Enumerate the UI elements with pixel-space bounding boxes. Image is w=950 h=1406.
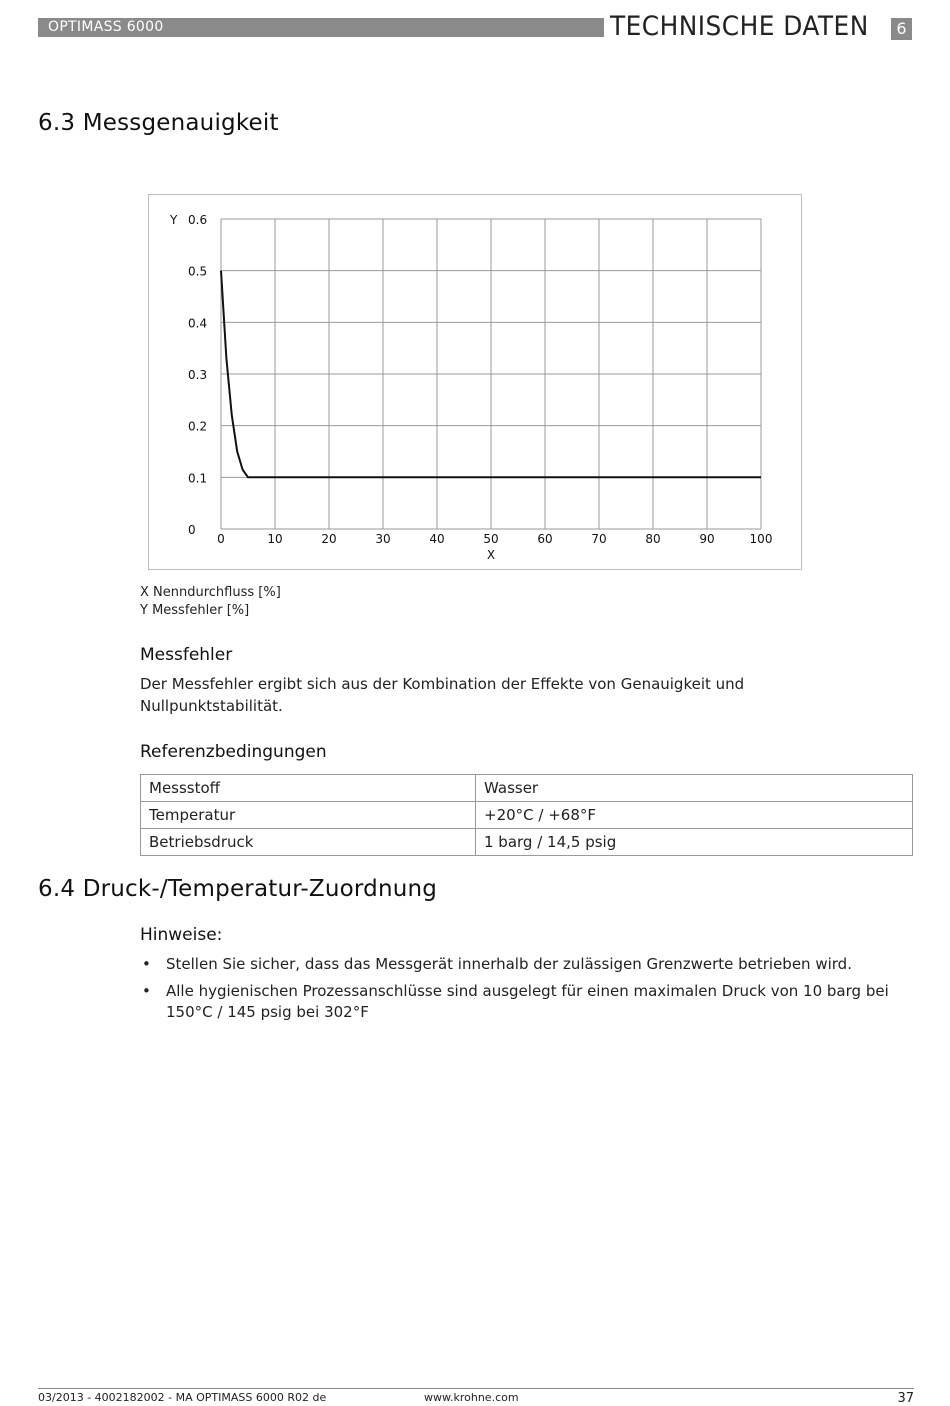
- footer-page-number: 37: [897, 1391, 914, 1406]
- notes-list: [140, 954, 920, 1029]
- y-tick-label: 0.3: [188, 368, 208, 382]
- x-tick-label: 30: [375, 532, 391, 546]
- accuracy-chart: [148, 194, 802, 570]
- note-text: Stellen Sie sicher, dass das Messgerät innerhalb der zulässigen Grenzwerte betrieben wird.: [166, 955, 852, 973]
- table-row: [141, 775, 913, 802]
- legend-line-x: X Nenndurchfluss [%]: [140, 585, 281, 600]
- x-tick-label: 90: [699, 532, 715, 546]
- y-tick-label: 0.6: [188, 213, 208, 227]
- table-cell-value: +20°C / +68°F: [476, 802, 913, 829]
- section-64-title: 6.4 Druck-/Temperatur-Zuordnung: [38, 876, 438, 902]
- hinweise-heading: Hinweise:: [140, 925, 223, 945]
- chart-legend: [140, 584, 281, 620]
- legend-line-y: Y Messfehler [%]: [140, 603, 250, 618]
- table-row: [141, 829, 913, 856]
- y-tick-label: 0.4: [188, 316, 208, 331]
- y-tick-label: 0: [188, 523, 196, 537]
- note-text: Alle hygienischen Prozessanschlüsse sind ausgelegt für einen maximalen Druck von 10 barg bei 150°C / 145 psig bei 302°F: [166, 982, 889, 1021]
- footer-divider: [38, 1388, 914, 1389]
- referenz-table: [140, 774, 913, 856]
- x-axis-label: X: [486, 548, 496, 562]
- footer-doc-ref: 03/2013 - 4002182002 - MA OPTIMASS 6000 R02 de: [38, 1391, 327, 1404]
- x-tick-label: 100: [749, 532, 773, 546]
- header-chapter-number: 6: [891, 18, 912, 40]
- bullet-icon: •: [142, 955, 151, 973]
- messfehler-text: Der Messfehler ergibt sich aus der Kombination der Effekte von Genauigkeit und Nullpunktstabilität.: [140, 675, 745, 715]
- x-tick-label: 40: [429, 532, 445, 546]
- footer-website: www.krohne.com: [424, 1391, 519, 1404]
- list-item: [140, 954, 920, 975]
- x-tick-label: 80: [645, 532, 661, 546]
- y-tick-label: 0.1: [188, 471, 208, 486]
- table-row: [141, 802, 913, 829]
- table-cell-label: Betriebsdruck: [141, 829, 476, 856]
- x-tick-label: 70: [591, 532, 607, 546]
- x-tick-label: 20: [321, 532, 337, 546]
- x-tick-label: 10: [267, 532, 283, 546]
- header-product: OPTIMASS 6000: [48, 19, 164, 35]
- x-tick-label: 60: [537, 532, 553, 546]
- referenz-heading: Referenzbedingungen: [140, 742, 327, 762]
- x-tick-label: 50: [483, 532, 499, 546]
- header-chapter-title: TECHNISCHE DATEN: [610, 11, 869, 42]
- bullet-icon: •: [142, 982, 151, 1000]
- section-63-title: 6.3 Messgenauigkeit: [38, 110, 279, 136]
- messfehler-heading: Messfehler: [140, 645, 233, 665]
- y-tick-label: 0.5: [188, 264, 208, 279]
- x-tick-label: 0: [217, 532, 225, 546]
- header-product-bar: [38, 18, 604, 37]
- table-cell-value: Wasser: [476, 775, 913, 802]
- table-cell-label: Temperatur: [141, 802, 476, 829]
- table-cell-value: 1 barg / 14,5 psig: [476, 829, 913, 856]
- y-axis-label: Y: [170, 213, 178, 227]
- y-tick-label: 0.2: [188, 419, 208, 434]
- list-item: [140, 981, 920, 1023]
- table-cell-label: Messstoff: [141, 775, 476, 802]
